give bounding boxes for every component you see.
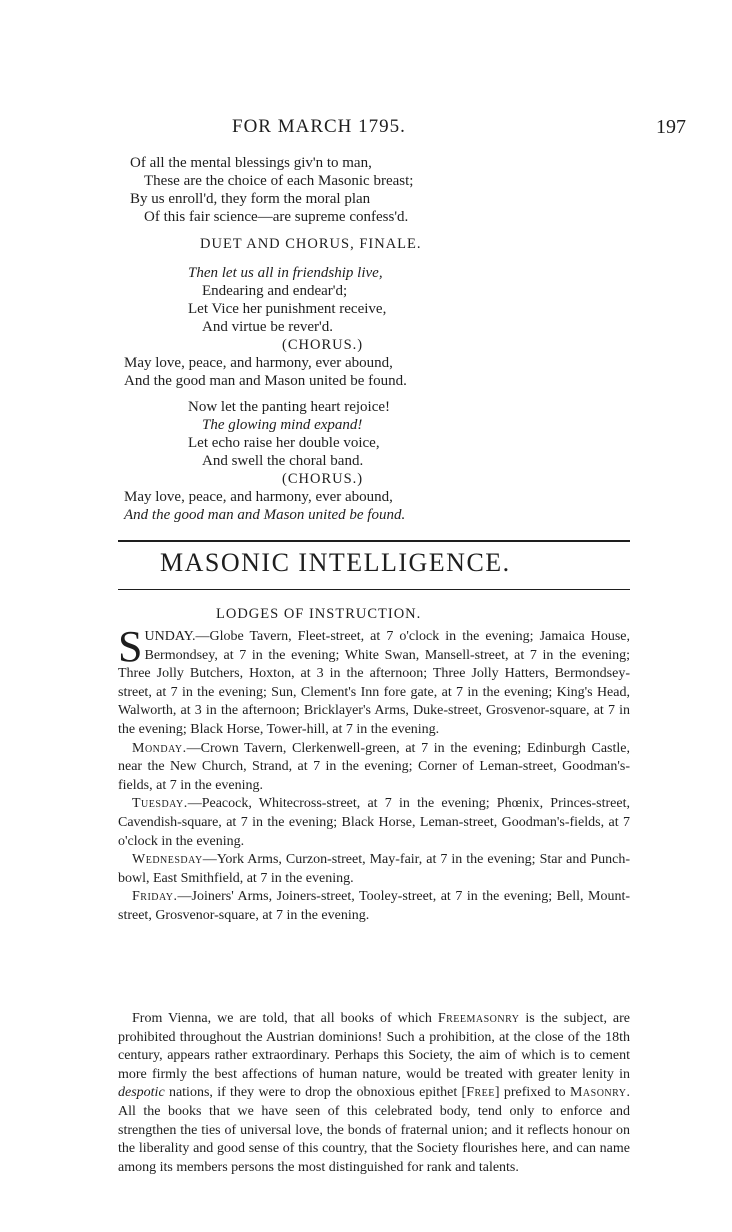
text-run: . All the books that we have seen of this celebrated body, tend only to enforce and strengthen the ties of universal love, the bonds of fraternal union; and it reflects honour on the liberality and good sense of this country, that the Society flourishes here, and can name among its members persons the most distinguished for rank and talents. <box>118 1085 630 1175</box>
day-label: Monday. <box>132 740 187 756</box>
lodge-text: —York Arms, Curzon-street, May-fair, at 7 in the evening; Star and Punch-bowl, East Smithfield, at 7 in the evening. <box>118 852 630 886</box>
text-run-smallcaps: Free <box>466 1085 495 1101</box>
verse-line: And the good man and Mason united be found. <box>124 373 407 389</box>
verse-line: May love, peace, and harmony, ever abound, <box>124 355 393 371</box>
verse-line: And virtue be rever'd. <box>202 319 333 335</box>
text-run-smallcaps: Masonry <box>569 1085 627 1101</box>
lodge-text: —Peacock, Whitecross-street, at 7 in the evening; Phœnix, Princes-street, Cavendish-square, at 7 in the evening; Black Horse, Leman-street, Goodman's-fields, at 7 o'clock in the evening. <box>118 796 630 849</box>
text-run: From Vienna, we are told, that all books of which <box>132 1011 438 1026</box>
section-rule-top <box>118 540 630 542</box>
verse-line: By us enroll'd, they form the moral plan <box>130 191 371 207</box>
running-head: FOR MARCH 1795. <box>232 116 406 137</box>
verse-line: The glowing mind expand! <box>202 417 363 433</box>
section-title: MASONIC INTELLIGENCE. <box>160 548 511 577</box>
verse-line: Of all the mental blessings giv'n to man, <box>130 155 372 171</box>
lodges-list <box>118 622 630 926</box>
lodge-text: —Joiners' Arms, Joiners-street, Tooley-street, at 7 in the evening; Bell, Mount-street, Grosvenor-square, at 7 in the evening. <box>118 889 630 923</box>
day-label: Wednesday <box>132 852 203 868</box>
verse-line: And the good man and Mason united be found. <box>124 507 406 523</box>
text-run: ] prefixed to <box>494 1085 570 1101</box>
vienna-paragraph <box>118 1010 630 1177</box>
text-run: is the subject, are prohibited throughout the Austrian dominions! Such a prohibition, at the close of the 18th century, appears rather extraordinary. Perhaps this Society, the aim of which is to cement more firmly the best affections of human nature, would be treated with greater lenity in <box>118 1011 630 1082</box>
subheading: LODGES OF INSTRUCTION. <box>216 606 422 622</box>
verse-line: May love, peace, and harmony, ever abound, <box>124 489 393 505</box>
text-run: nations, if they were to drop the obnoxious epithet [ <box>164 1085 467 1101</box>
day-label: Tuesday. <box>132 796 188 812</box>
verse-line: Let echo raise her double voice, <box>188 435 380 451</box>
verse-line: Of this fair science—are supreme confess'd. <box>144 209 409 225</box>
day-label: UNDAY. <box>144 629 196 644</box>
text-run-italic: despotic <box>118 1085 165 1101</box>
lodge-text: —Crown Tavern, Clerkenwell-green, at 7 in the evening; Edinburgh Castle, near the New Church, Strand, at 7 in the evening; Corner of Leman-street, Goodman's-fields, at 7 in the evening. <box>118 740 630 793</box>
lodge-entry-tuesday <box>118 795 630 851</box>
duet-heading: DUET AND CHORUS, FINALE. <box>200 236 422 252</box>
lodge-entry-sunday <box>118 622 630 740</box>
drop-cap: S <box>118 622 143 671</box>
lodge-entry-friday <box>118 888 630 925</box>
verse-line: Let Vice her punishment receive, <box>188 301 387 317</box>
chorus-label: (CHORUS.) <box>282 471 364 487</box>
verse-line: Endearing and endear'd; <box>202 283 348 299</box>
lodge-text: —Globe Tavern, Fleet-street, at 7 o'clock in the evening; Jamaica House, Bermondsey, at 7 in the evening; White Swan, Mansell-street, at 7 in the evening; Three Jolly Butchers, Hoxton, at 3 in the afternoon; Three Jolly Hatters, Bermondsey-street, at 7 in the evening; Sun, Clement's Inn fore gate, at 7 in the evening; King's Head, Walworth, at 3 in the afternoon; Bricklayer's Arms, Duke-street, Grosvenor-square, at 7 in the evening; Black Horse, Tower-hill, at 7 in the evening. <box>118 629 630 737</box>
verse-line: These are the choice of each Masonic breast; <box>144 173 414 189</box>
chorus-label: (CHORUS.) <box>282 337 364 353</box>
lodge-entry-wednesday <box>118 851 630 888</box>
section-rule-bottom <box>118 589 630 590</box>
day-label: Friday. <box>132 889 178 905</box>
verse-line: Now let the panting heart rejoice! <box>188 399 391 415</box>
page-number: 197 <box>656 116 686 138</box>
paragraph <box>118 1010 630 1177</box>
text-run-smallcaps: Freemasonry <box>437 1011 520 1026</box>
verse-line: Then let us all in friendship live, <box>188 265 383 281</box>
lodge-entry-monday <box>118 740 630 796</box>
verse-line: And swell the choral band. <box>202 453 364 469</box>
